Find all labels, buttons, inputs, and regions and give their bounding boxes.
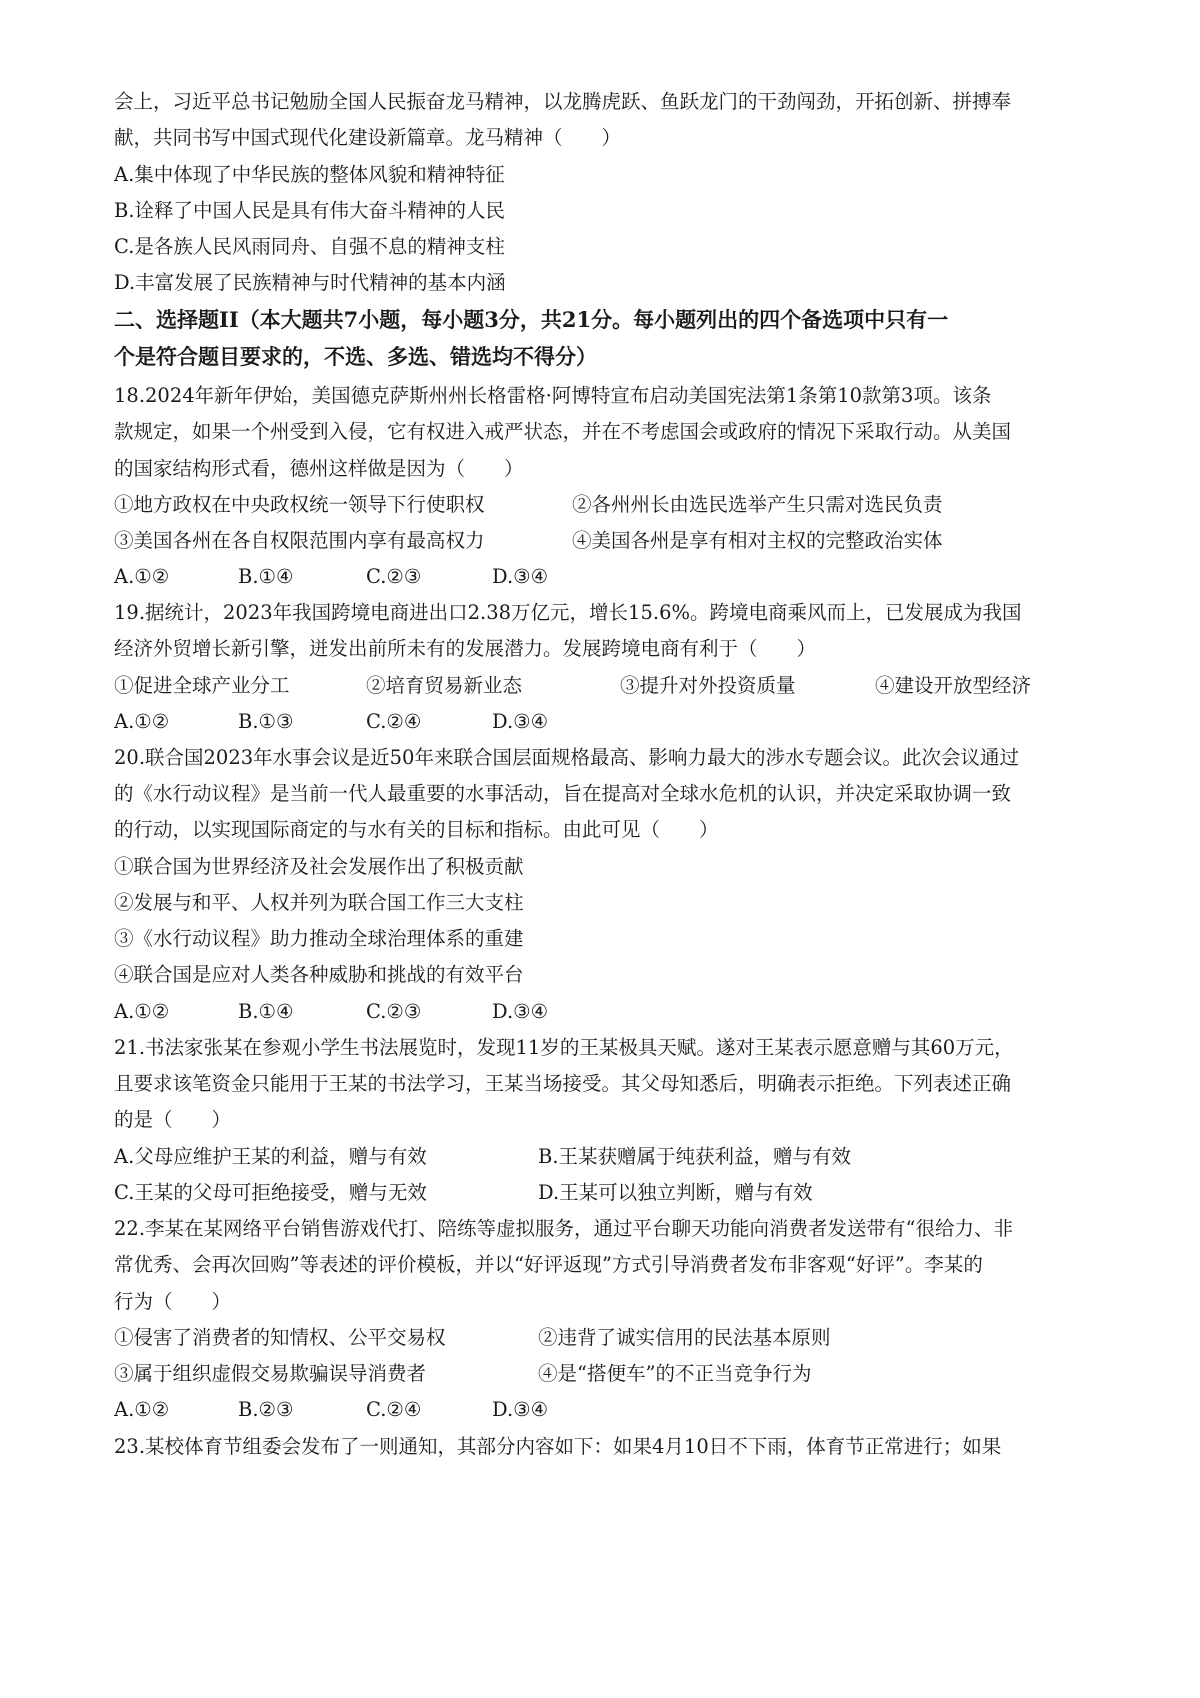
q20-stem-line: 20.联合国2023年水事会议是近50年来联合国层面规格最高、影响力最大的涉水专题会议。此次会议通过 — [114, 746, 1019, 769]
section-heading: 二、选择题II（本大题共7小题，每小题3分，共21分。每小题列出的四个备选项中只有一 — [114, 307, 949, 332]
q18-choice-a: A.①② — [114, 565, 170, 588]
q21-option-b: B.王某获赠属于纯获利益，赠与有效 — [538, 1145, 852, 1168]
q21-stem-line: 的是（ ） — [114, 1108, 232, 1131]
q17-text-line: 献，共同书写中国式现代化建设新篇章。龙马精神（ ） — [114, 126, 622, 149]
q19-statement-1: ①促进全球产业分工 — [114, 674, 290, 697]
q22-choice-c: C.②④ — [366, 1398, 422, 1421]
section-heading: 个是符合题目要求的，不选、多选、错选均不得分） — [114, 344, 597, 369]
q22-statement-1: ①侵害了消费者的知情权、公平交易权 — [114, 1326, 446, 1349]
q19-statement-3: ③提升对外投资质量 — [620, 674, 796, 697]
q21-stem-line: 且要求该笔资金只能用于王某的书法学习，王某当场接受。其父母知悉后，明确表示拒绝。下列表述正确 — [114, 1072, 1012, 1095]
q22-choice-d: D.③④ — [492, 1398, 549, 1421]
q22-stem-line: 行为（ ） — [114, 1290, 232, 1313]
q20-choice-c: C.②③ — [366, 1000, 422, 1023]
q19-statement-2: ②培育贸易新业态 — [366, 674, 523, 697]
q18-stem-line: 的国家结构形式看，德州这样做是因为（ ） — [114, 457, 524, 480]
q18-choice-d: D.③④ — [492, 565, 549, 588]
q22-stem-line: 常优秀、会再次回购”等表述的评价模板，并以“好评返现”方式引导消费者发布非客观“好评”。李某的 — [114, 1253, 983, 1276]
q19-choice-b: B.①③ — [238, 710, 294, 733]
q20-choice-a: A.①② — [114, 1000, 170, 1023]
q18-statement-1: ①地方政权在中央政权统一领导下行使职权 — [114, 493, 485, 516]
q18-statement-4: ④美国各州是享有相对主权的完整政治实体 — [572, 529, 943, 552]
q22-stem-line: 22.李某在某网络平台销售游戏代打、陪练等虚拟服务，通过平台聊天功能向消费者发送带有“很给力、非 — [114, 1217, 1013, 1240]
q20-choice-d: D.③④ — [492, 1000, 549, 1023]
q20-statement-4: ④联合国是应对人类各种威胁和挑战的有效平台 — [114, 963, 524, 986]
q22-choice-b: B.②③ — [238, 1398, 294, 1421]
q18-stem-line: 18.2024年新年伊始，美国德克萨斯州州长格雷格·阿博特宣布启动美国宪法第1条第10款第3项。该条 — [114, 384, 992, 407]
q17-option-c: C.是各族人民风雨同舟、自强不息的精神支柱 — [114, 235, 505, 258]
q21-option-a: A.父母应维护王某的利益，赠与有效 — [114, 1145, 427, 1168]
q20-stem-line: 的《水行动议程》是当前一代人最重要的水事活动，旨在提高对全球水危机的认识，并决定采取协调一致 — [114, 782, 1012, 805]
q19-choice-a: A.①② — [114, 710, 170, 733]
q19-statement-4: ④建设开放型经济 — [875, 674, 1032, 697]
q18-choice-c: C.②③ — [366, 565, 422, 588]
q22-statement-2: ②违背了诚实信用的民法基本原则 — [538, 1326, 831, 1349]
q21-stem-line: 21.书法家张某在参观小学生书法展览时，发现11岁的王某极具天赋。遂对王某表示愿意赠与其60万元， — [114, 1036, 1014, 1059]
q17-option-a: A.集中体现了中华民族的整体风貌和精神特征 — [114, 163, 505, 186]
q19-choice-c: C.②④ — [366, 710, 422, 733]
q21-option-d: D.王某可以独立判断，赠与有效 — [538, 1181, 813, 1204]
q18-stem-line: 款规定，如果一个州受到入侵，它有权进入戒严状态，并在不考虑国会或政府的情况下采取行动。从美国 — [114, 420, 1012, 443]
q18-statement-3: ③美国各州在各自权限范围内享有最高权力 — [114, 529, 485, 552]
q22-statement-3: ③属于组织虚假交易欺骗误导消费者 — [114, 1362, 427, 1385]
q18-choice-b: B.①④ — [238, 565, 294, 588]
q22-choice-a: A.①② — [114, 1398, 170, 1421]
q20-statement-1: ①联合国为世界经济及社会发展作出了积极贡献 — [114, 855, 524, 878]
q17-option-b: B.诠释了中国人民是具有伟大奋斗精神的人民 — [114, 199, 506, 222]
q17-option-d: D.丰富发展了民族精神与时代精神的基本内涵 — [114, 271, 506, 294]
q20-stem-line: 的行动，以实现国际商定的与水有关的目标和指标。由此可见（ ） — [114, 818, 719, 841]
q19-choice-d: D.③④ — [492, 710, 549, 733]
q19-stem-line: 19.据统计，2023年我国跨境电商进出口2.38万亿元，增长15.6%。跨境电商乘风而上，已发展成为我国 — [114, 601, 1022, 624]
q23-stem-line: 23.某校体育节组委会发布了一则通知，其部分内容如下：如果4月10日不下雨，体育节正常进行；如果 — [114, 1435, 1002, 1458]
q20-statement-2: ②发展与和平、人权并列为联合国工作三大支柱 — [114, 891, 524, 914]
q18-statement-2: ②各州州长由选民选举产生只需对选民负责 — [572, 493, 943, 516]
q22-statement-4: ④是“搭便车”的不正当竞争行为 — [538, 1362, 812, 1385]
q20-statement-3: ③《水行动议程》助力推动全球治理体系的重建 — [114, 927, 524, 950]
q17-text-line: 会上，习近平总书记勉励全国人民振奋龙马精神，以龙腾虎跃、鱼跃龙门的干劲闯劲，开拓创新、拼搏奉 — [114, 90, 1012, 113]
q21-option-c: C.王某的父母可拒绝接受，赠与无效 — [114, 1181, 427, 1204]
q20-choice-b: B.①④ — [238, 1000, 294, 1023]
q19-stem-line: 经济外贸增长新引擎，迸发出前所未有的发展潜力。发展跨境电商有利于（ ） — [114, 637, 817, 660]
